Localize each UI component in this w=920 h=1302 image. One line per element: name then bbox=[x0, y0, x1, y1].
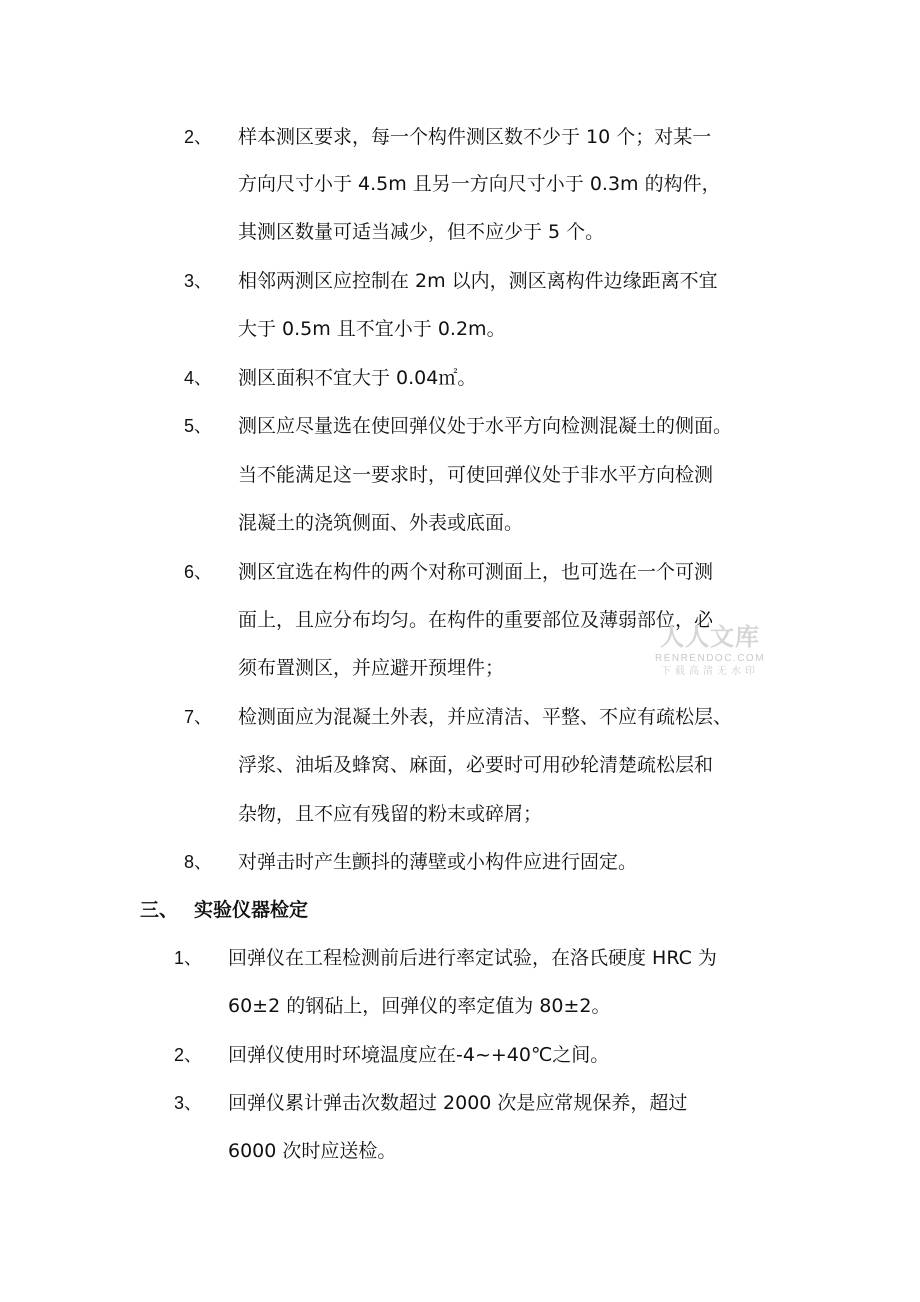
watermark-url: RENRENDOC.COM bbox=[654, 653, 766, 664]
item-number: 4、 bbox=[184, 368, 213, 388]
watermark-logo-text: 人人文库 bbox=[660, 623, 760, 651]
item-text-line: 面上，且应分布均匀。在构件的重要部位及薄弱部位，必 bbox=[238, 609, 714, 631]
item-text-line: 样本测区要求，每一个构件测区数不少于 10 个；对某一 bbox=[238, 126, 712, 148]
section-item-number: 1、 bbox=[174, 948, 203, 968]
item-text-line: 对弹击时产生颤抖的薄壁或小构件应进行固定。 bbox=[238, 851, 638, 873]
section-item-text-line: 回弹仪使用时环境温度应在-4~+40℃之间。 bbox=[228, 1044, 610, 1066]
section-number: 三、 bbox=[140, 899, 179, 921]
watermark bbox=[648, 622, 772, 678]
item-number: 2、 bbox=[184, 127, 213, 147]
item-text-line: 当不能满足这一要求时，可使回弹仪处于非水平方向检测 bbox=[238, 464, 714, 486]
item-text-line: 测区面积不宜大于 0.04㎡。 bbox=[238, 367, 477, 389]
item-text-line: 测区应尽量选在使回弹仪处于水平方向检测混凝土的侧面。 bbox=[238, 415, 733, 437]
item-text-line: 须布置测区，并应避开预埋件； bbox=[238, 657, 505, 679]
item-text-line: 检测面应为混凝土外表，并应清洁、平整、不应有疏松层、 bbox=[238, 706, 733, 728]
item-text-line: 其测区数量可适当减少，但不应少于 5 个。 bbox=[238, 221, 605, 243]
section-item-text-line: 回弹仪在工程检测前后进行率定试验，在洛氏硬度 HRC 为 bbox=[228, 947, 717, 969]
section-title: 实验仪器检定 bbox=[194, 899, 309, 921]
section-item-text-line: 回弹仪累计弹击次数超过 2000 次是应常规保养，超过 bbox=[228, 1092, 688, 1114]
item-number: 7、 bbox=[184, 707, 213, 727]
item-number: 5、 bbox=[184, 416, 213, 436]
item-number: 3、 bbox=[184, 271, 213, 291]
section-item-number: 2、 bbox=[174, 1045, 203, 1065]
item-text-line: 相邻两测区应控制在 2m 以内，测区离构件边缘距离不宜 bbox=[238, 270, 718, 292]
item-text-line: 测区宜选在构件的两个对称可测面上，也可选在一个可测 bbox=[238, 561, 714, 583]
item-text-line: 大于 0.5m 且不宜小于 0.2m。 bbox=[238, 318, 506, 340]
item-number: 8、 bbox=[184, 852, 213, 872]
item-text-line: 方向尺寸小于 4.5m 且另一方向尺寸小于 0.3m 的构件， bbox=[238, 173, 721, 195]
section-item-text-line: 60±2 的钢砧上，回弹仪的率定值为 80±2。 bbox=[228, 995, 611, 1017]
watermark-subtitle: 下载高清无水印 bbox=[661, 666, 759, 677]
item-text-line: 混凝土的浇筑侧面、外表或底面。 bbox=[238, 512, 524, 534]
item-number: 6、 bbox=[184, 562, 213, 582]
section-item-number: 3、 bbox=[174, 1093, 203, 1113]
section-item-text-line: 6000 次时应送检。 bbox=[228, 1140, 397, 1162]
item-text-line: 浮浆、油垢及蜂窝、麻面，必要时可用砂轮清楚疏松层和 bbox=[238, 754, 714, 776]
item-text-line: 杂物，且不应有残留的粉末或碎屑； bbox=[238, 803, 543, 825]
